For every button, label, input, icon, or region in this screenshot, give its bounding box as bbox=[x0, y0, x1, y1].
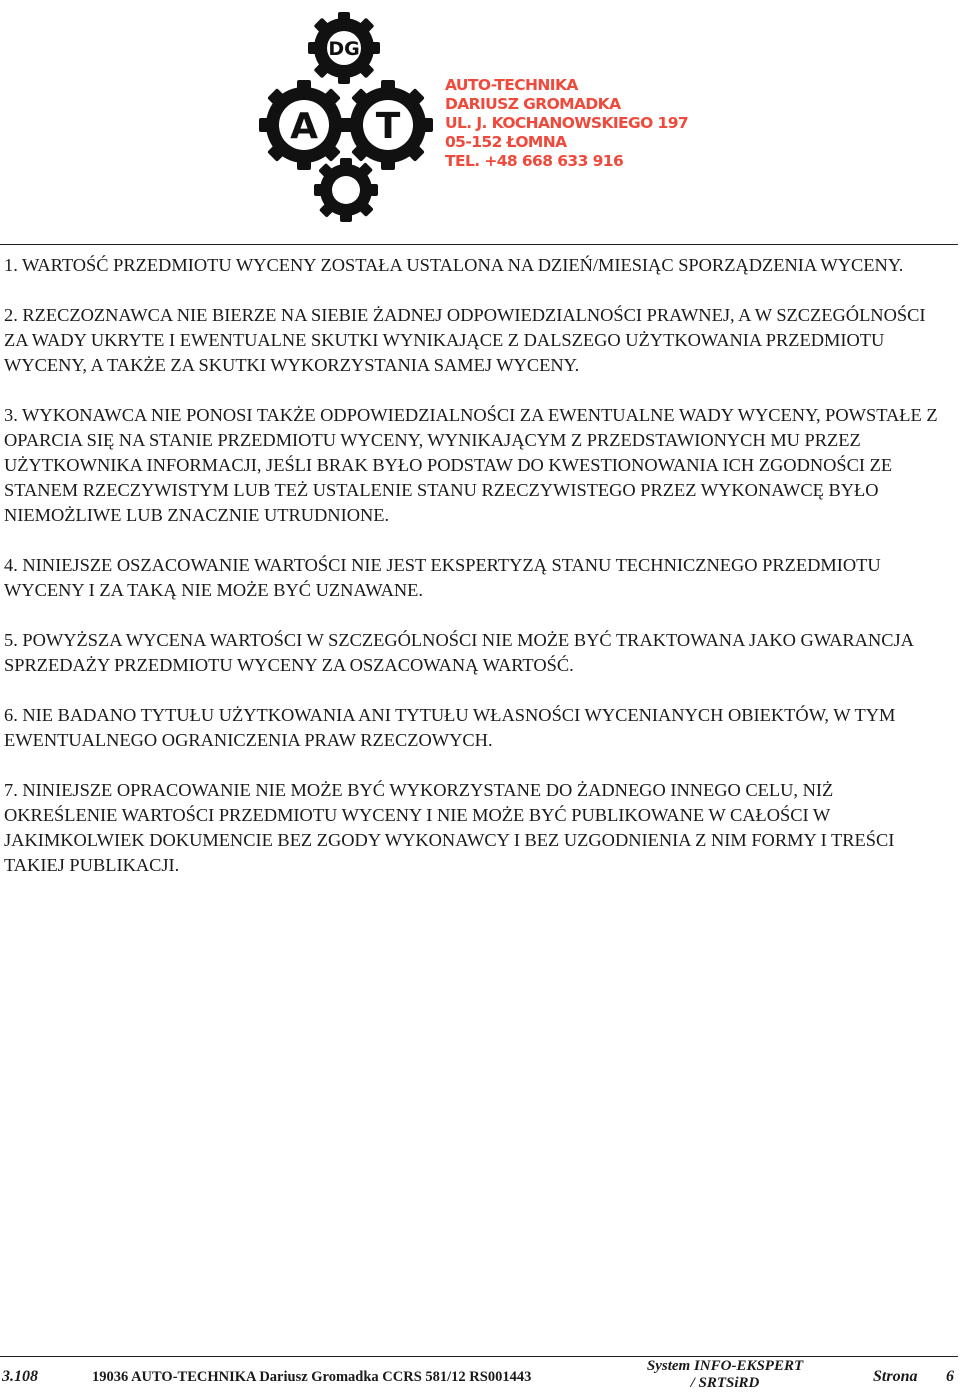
system-line-2: / SRTSiRD bbox=[690, 1375, 760, 1391]
clause-5: 5. POWYŻSZA WYCENA WARTOŚCI W SZCZEGÓLNOŚCI NIE MOŻE BYĆ TRAKTOWANA JAKO GWARANCJA SPRZEDAŻY PRZEDMIOTU WYCENY ZA OSZACOWANĄ WARTOŚĆ. bbox=[4, 630, 913, 675]
clause-7: 7. NINIEJSZE OPRACOWANIE NIE MOŻE BYĆ WYKORZYSTANE DO ŻADNEGO INNEGO CELU, NIŻ OKREŚLENIE WARTOŚCI PRZEDMIOTU WYCENY I NIE MOŻE BYĆ PUBLIKOWANE W CAŁOŚCI W JAKIMKOLWIEK DOKUMENCIE BEZ ZGODY WYKONAWCY I BEZ UZGODNIENIA Z NIM FORMY I TREŚCI TAKIEJ PUBLIKACJI. bbox=[4, 780, 895, 875]
letterhead bbox=[0, 0, 960, 240]
clause-1: 1. WARTOŚĆ PRZEDMIOTU WYCENY ZOSTAŁA USTALONA NA DZIEŃ/MIESIĄC SPORZĄDZENIA WYCENY. bbox=[4, 255, 904, 275]
header-divider bbox=[0, 244, 958, 245]
system-name bbox=[632, 1358, 818, 1392]
page-footer bbox=[0, 1356, 960, 1392]
company-city: 05-152 ŁOMNA bbox=[445, 133, 567, 151]
page-label: Strona bbox=[873, 1368, 918, 1385]
svg-text:DG: DG bbox=[328, 38, 360, 60]
company-name: AUTO-TECHNIKA bbox=[445, 76, 578, 94]
company-owner: DARIUSZ GROMADKA bbox=[445, 95, 621, 113]
page-number: 6 bbox=[946, 1368, 954, 1385]
svg-text:T: T bbox=[375, 106, 401, 147]
gears-logo bbox=[256, 10, 446, 235]
clause-6: 6. NIE BADANO TYTUŁU UŻYTKOWANIA ANI TYTUŁU WŁASNOŚCI WYCENIANYCH OBIEKTÓW, W TYM EWENTUALNEGO OGRANICZENIA PRAW RZECZOWYCH. bbox=[4, 705, 896, 750]
bottom-gear-icon bbox=[314, 158, 378, 222]
company-street: UL. J. KOCHANOWSKIEGO 197 bbox=[445, 114, 689, 132]
document-reference: 19036 AUTO-TECHNIKA Dariusz Gromadka CCRS 581/12 RS001443 bbox=[92, 1369, 532, 1385]
svg-text:A: A bbox=[290, 106, 318, 147]
company-details bbox=[445, 76, 705, 171]
system-line-1: System INFO-EKSPERT bbox=[646, 1358, 804, 1374]
clause-4: 4. NINIEJSZE OSZACOWANIE WARTOŚCI NIE JEST EKSPERTYZĄ STANU TECHNICZNEGO PRZEDMIOTU WYCENY I ZA TAKĄ NIE MOŻE BYĆ UZNAWANE. bbox=[4, 555, 881, 600]
clause-3: 3. WYKONAWCA NIE PONOSI TAKŻE ODPOWIEDZIALNOŚCI ZA EWENTUALNE WADY WYCENY, POWSTAŁE Z OPARCIA SIĘ NA STANIE PRZEDMIOTU WYCENY, WYNIKAJĄCYM Z PRZEDSTAWIONYCH MU PRZEZ UŻYTKOWNIKA INFORMACJI, JEŚLI BRAK BYŁO PODSTAW DO KWESTIONOWANIA ICH ZGODNOŚCI ZE STANEM RZECZYWISTYM LUB TEŻ USTALENIE STANU RZECZYWISTEGO PRZEZ WYKONAWCĘ BYŁO NIEMOŻLIWE LUB ZNACZNIE UTRUDNIONE. bbox=[4, 405, 938, 525]
section-code: 3.108 bbox=[2, 1368, 38, 1385]
footer-divider bbox=[0, 1356, 958, 1357]
clause-2: 2. RZECZOZNAWCA NIE BIERZE NA SIEBIE ŻADNEJ ODPOWIEDZIALNOŚCI PRAWNEJ, A W SZCZEGÓLNOŚCI ZA WADY UKRYTE I EWENTUALNE SKUTKI WYNIKAJĄCE Z DALSZEGO UŻYTKOWANIA PRZEDMIOTU WYCENY, A TAKŻE ZA SKUTKI WYKORZYSTANIA SAMEJ WYCENY. bbox=[4, 305, 926, 375]
disclaimer-clauses bbox=[4, 253, 944, 903]
company-phone: TEL. +48 668 633 916 bbox=[445, 152, 624, 170]
